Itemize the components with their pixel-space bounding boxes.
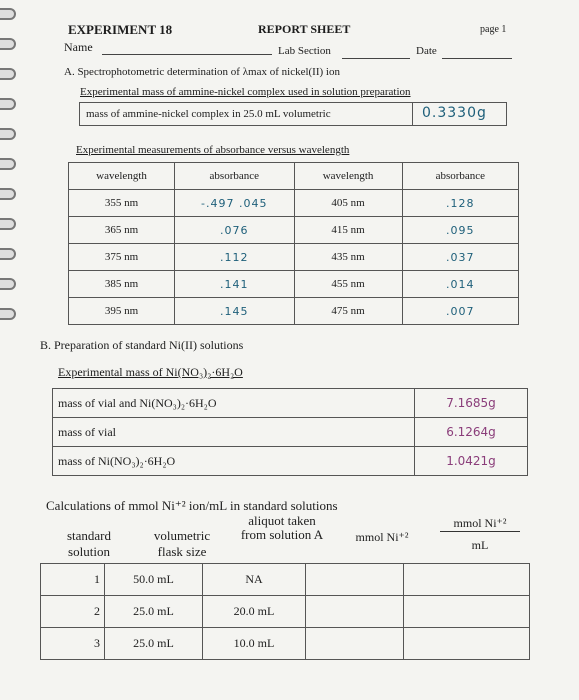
mmol-per-ml-cell[interactable] bbox=[404, 596, 530, 628]
absorbance-cell: .112 bbox=[175, 244, 294, 271]
table-row bbox=[69, 217, 519, 244]
mmol-cell[interactable] bbox=[306, 628, 404, 660]
experiment-number: EXPERIMENT 18 bbox=[68, 22, 173, 37]
flask-size: 25.0 mL bbox=[105, 596, 203, 628]
mmol-per-ml-header-top: mmol Ni⁺² bbox=[440, 516, 520, 532]
wavelength-cell: 455 nm bbox=[294, 271, 402, 298]
table-row bbox=[41, 628, 530, 660]
sheet-title: REPORT SHEET bbox=[258, 22, 351, 36]
col-header: wavelength bbox=[69, 163, 175, 190]
mmol-cell[interactable] bbox=[306, 564, 404, 596]
col-header: absorbance bbox=[402, 163, 518, 190]
aliquot-header: aliquot taken from solution A bbox=[240, 513, 324, 542]
mmol-per-ml-header-bottom: mL bbox=[471, 538, 489, 552]
lab-section-label: Lab Section bbox=[278, 45, 331, 57]
nickel-nitrate-mass-table bbox=[52, 388, 528, 476]
mass-label: mass of vial bbox=[53, 418, 415, 447]
wavelength-cell: 385 nm bbox=[69, 271, 175, 298]
mass-value: 1.0421g bbox=[415, 447, 528, 476]
wavelength-cell: 405 nm bbox=[294, 190, 402, 217]
absorbance-cell: -.497 .045 bbox=[175, 190, 294, 217]
table-row bbox=[41, 564, 530, 596]
absorbance-cell: .076 bbox=[175, 217, 294, 244]
wavelength-cell: 475 nm bbox=[294, 298, 402, 325]
standard-number: 3 bbox=[41, 628, 105, 660]
flask-size: 25.0 mL bbox=[105, 628, 203, 660]
section-b-heading: B. Preparation of standard Ni(II) solutions bbox=[40, 338, 244, 352]
absorbance-cell: .145 bbox=[175, 298, 294, 325]
wavelength-cell: 355 nm bbox=[69, 190, 175, 217]
table-row bbox=[69, 190, 519, 217]
ammine-mass-box bbox=[79, 102, 507, 126]
mmol-cell[interactable] bbox=[306, 596, 404, 628]
page-number: page 1 bbox=[480, 24, 507, 35]
name-label: Name bbox=[64, 40, 93, 54]
table-row bbox=[53, 389, 528, 418]
table-row bbox=[69, 271, 519, 298]
aliquot: 20.0 mL bbox=[203, 596, 306, 628]
table-row bbox=[53, 418, 528, 447]
flask-size-header: volumetric flask size bbox=[153, 528, 211, 559]
mmol-per-ml-cell[interactable] bbox=[404, 564, 530, 596]
absorbance-cell: .128 bbox=[402, 190, 518, 217]
ammine-mass-value: 0.3330g bbox=[422, 105, 487, 121]
mass-value: 7.1685g bbox=[415, 389, 528, 418]
calculations-table bbox=[40, 563, 530, 660]
table-row bbox=[69, 244, 519, 271]
ammine-mass-caption: Experimental mass of ammine-nickel complex used in solution preparation bbox=[80, 86, 411, 98]
lab-section-field[interactable] bbox=[342, 58, 410, 59]
col-header: wavelength bbox=[294, 163, 402, 190]
absorbance-cell: .014 bbox=[402, 271, 518, 298]
mass-label: mass of vial and Ni(NO₃)₂·6H₂O bbox=[53, 389, 415, 418]
wavelength-cell: 375 nm bbox=[69, 244, 175, 271]
table-row bbox=[41, 596, 530, 628]
nickel-nitrate-caption: Experimental mass of Ni(NO₃)₂·6H₂O bbox=[58, 365, 243, 379]
absorbance-table bbox=[68, 162, 519, 325]
mmol-per-ml-cell[interactable] bbox=[404, 628, 530, 660]
ammine-mass-label: mass of ammine-nickel complex in 25.0 mL volumetric bbox=[86, 108, 331, 120]
table-row bbox=[69, 298, 519, 325]
wavelength-cell: 365 nm bbox=[69, 217, 175, 244]
absorbance-cell: .095 bbox=[402, 217, 518, 244]
absorbance-cell: .037 bbox=[402, 244, 518, 271]
wavelength-cell: 395 nm bbox=[69, 298, 175, 325]
flask-size: 50.0 mL bbox=[105, 564, 203, 596]
absorbance-table-caption: Experimental measurements of absorbance versus wavelength bbox=[76, 144, 350, 156]
name-field[interactable] bbox=[102, 54, 272, 55]
date-label: Date bbox=[416, 45, 437, 57]
standard-number: 1 bbox=[41, 564, 105, 596]
aliquot: NA bbox=[203, 564, 306, 596]
date-field[interactable] bbox=[442, 58, 512, 59]
mass-label: mass of Ni(NO₃)₂·6H₂O bbox=[53, 447, 415, 476]
wavelength-cell: 435 nm bbox=[294, 244, 402, 271]
aliquot: 10.0 mL bbox=[203, 628, 306, 660]
table-row bbox=[53, 447, 528, 476]
absorbance-cell: .007 bbox=[402, 298, 518, 325]
standard-solution-header: standard solution bbox=[66, 528, 112, 559]
absorbance-cell: .141 bbox=[175, 271, 294, 298]
col-header: absorbance bbox=[175, 163, 294, 190]
calculations-caption: Calculations of mmol Ni⁺² ion/mL in standard solutions bbox=[46, 498, 338, 513]
mass-value: 6.1264g bbox=[415, 418, 528, 447]
section-a-heading: A. Spectrophotometric determination of λmax of nickel(II) ion bbox=[64, 66, 340, 78]
binder-rings bbox=[0, 0, 16, 330]
standard-number: 2 bbox=[41, 596, 105, 628]
mmol-header: mmol Ni⁺² bbox=[355, 530, 409, 544]
wavelength-cell: 415 nm bbox=[294, 217, 402, 244]
